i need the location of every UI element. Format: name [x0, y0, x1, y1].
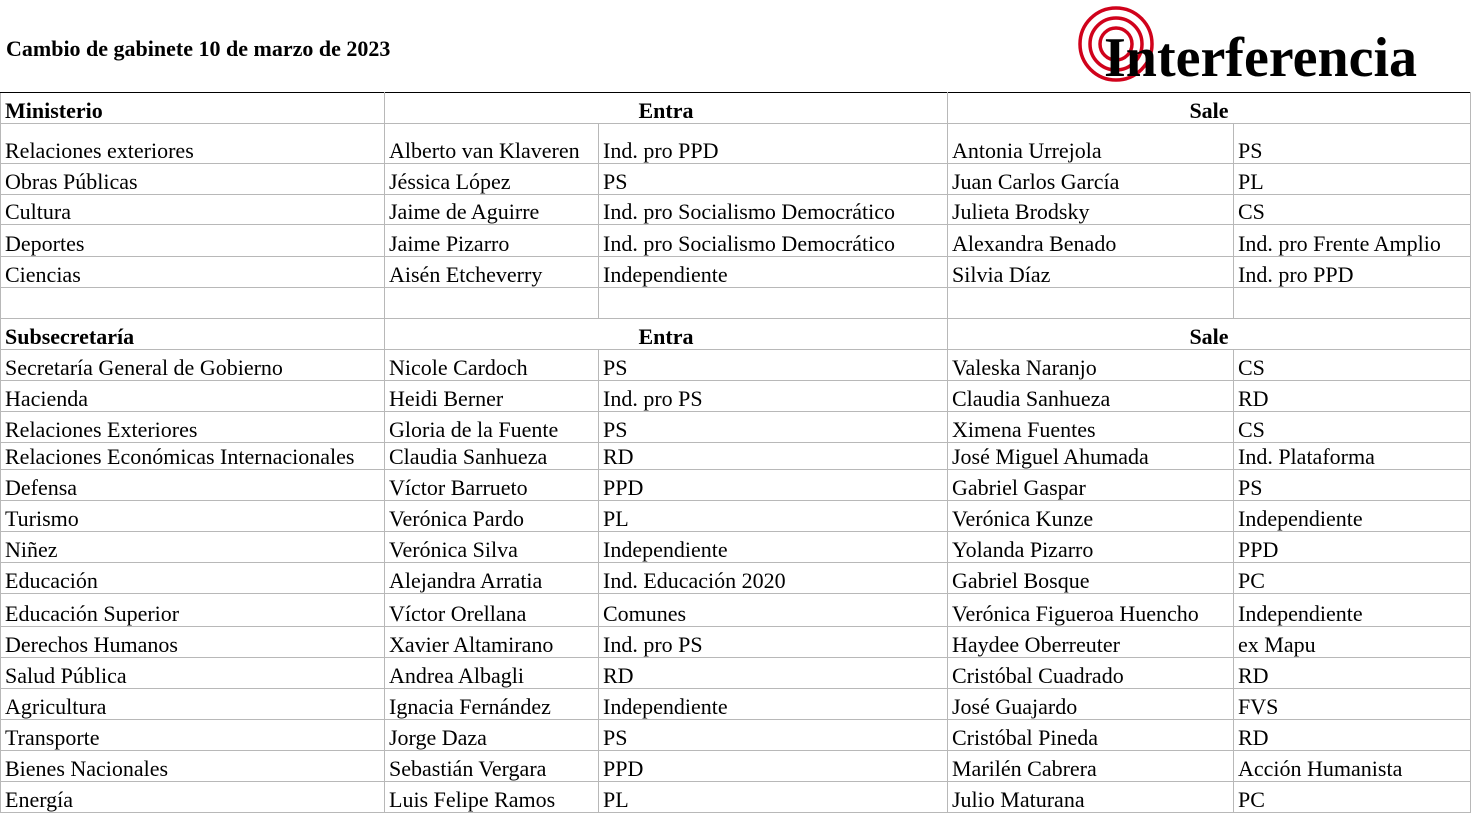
entra-nombre-cell: Verónica Pardo: [385, 501, 599, 532]
entra-header: Entra: [385, 93, 948, 124]
entra-partido-cell: PS: [599, 412, 948, 443]
sale-partido-cell: CS: [1234, 350, 1471, 381]
area-cell: Derechos Humanos: [1, 627, 385, 658]
area-cell: Relaciones Exteriores: [1, 412, 385, 443]
area-cell: Relaciones Económicas Internacionales: [1, 443, 385, 470]
table-row: [1, 532, 1471, 563]
cabinet-table: [0, 92, 1471, 813]
sale-nombre-cell: Cristóbal Cuadrado: [948, 658, 1234, 689]
sale-nombre-cell: Silvia Díaz: [948, 257, 1234, 288]
entra-nombre-cell: Nicole Cardoch: [385, 350, 599, 381]
entra-nombre-cell: Andrea Albagli: [385, 658, 599, 689]
sale-partido-cell: Independiente: [1234, 501, 1471, 532]
area-cell: Agricultura: [1, 689, 385, 720]
table-row: [1, 689, 1471, 720]
interferencia-logo: [1076, 4, 1436, 90]
sale-nombre-cell: Verónica Kunze: [948, 501, 1234, 532]
entra-nombre-cell: Gloria de la Fuente: [385, 412, 599, 443]
subsecretaria-header-row: [1, 319, 1471, 350]
entra-partido-cell: PL: [599, 782, 948, 813]
area-cell: Educación Superior: [1, 594, 385, 627]
sale-nombre-cell: Yolanda Pizarro: [948, 532, 1234, 563]
entra-nombre-cell: Verónica Silva: [385, 532, 599, 563]
area-cell: Deportes: [1, 225, 385, 257]
sale-partido-cell: RD: [1234, 381, 1471, 412]
entra-partido-cell: Ind. pro Socialismo Democrático: [599, 225, 948, 257]
entra-partido-cell: Independiente: [599, 689, 948, 720]
table-row: [1, 594, 1471, 627]
entra-nombre-cell: Xavier Altamirano: [385, 627, 599, 658]
entra-partido-cell: PS: [599, 350, 948, 381]
entra-partido-cell: RD: [599, 443, 948, 470]
entra-partido-cell: PPD: [599, 470, 948, 501]
sale-partido-cell: Ind. pro Frente Amplio: [1234, 225, 1471, 257]
sale-header: Sale: [948, 319, 1471, 350]
sale-partido-cell: PC: [1234, 782, 1471, 813]
entra-partido-cell: Ind. pro PPD: [599, 124, 948, 164]
sale-nombre-cell: Antonia Urrejola: [948, 124, 1234, 164]
table-row: [1, 658, 1471, 689]
entra-nombre-cell: Sebastián Vergara: [385, 751, 599, 782]
table-row: [1, 164, 1471, 195]
entra-nombre-cell: Jaime Pizarro: [385, 225, 599, 257]
entra-nombre-cell: Alberto van Klaveren: [385, 124, 599, 164]
entra-nombre-cell: Jéssica López: [385, 164, 599, 195]
area-cell: Niñez: [1, 532, 385, 563]
sale-nombre-cell: Juan Carlos García: [948, 164, 1234, 195]
table-row: [1, 501, 1471, 532]
sale-partido-cell: CS: [1234, 195, 1471, 225]
logo-wordmark: Interferencia: [1104, 27, 1418, 89]
entra-partido-cell: PL: [599, 501, 948, 532]
entra-nombre-cell: Víctor Orellana: [385, 594, 599, 627]
area-cell: Transporte: [1, 720, 385, 751]
table-row: [1, 782, 1471, 813]
entra-header: Entra: [385, 319, 948, 350]
ministerio-header: Ministerio: [1, 93, 385, 124]
sale-nombre-cell: Cristóbal Pineda: [948, 720, 1234, 751]
sale-nombre-cell: Ximena Fuentes: [948, 412, 1234, 443]
empty-cell: [948, 288, 1234, 319]
sale-nombre-cell: Gabriel Bosque: [948, 563, 1234, 594]
sale-partido-cell: PS: [1234, 470, 1471, 501]
page-title: Cambio de gabinete 10 de marzo de 2023: [6, 36, 391, 61]
sale-partido-cell: RD: [1234, 720, 1471, 751]
sale-nombre-cell: Gabriel Gaspar: [948, 470, 1234, 501]
sale-partido-cell: PS: [1234, 124, 1471, 164]
entra-nombre-cell: Heidi Berner: [385, 381, 599, 412]
area-cell: Salud Pública: [1, 658, 385, 689]
empty-cell: [599, 288, 948, 319]
table-row: [1, 751, 1471, 782]
entra-partido-cell: RD: [599, 658, 948, 689]
table-row: [1, 381, 1471, 412]
area-cell: Relaciones exteriores: [1, 124, 385, 164]
table-row: [1, 195, 1471, 225]
sale-nombre-cell: Haydee Oberreuter: [948, 627, 1234, 658]
spacer-row: [1, 288, 1471, 319]
table-row: [1, 443, 1471, 470]
entra-nombre-cell: Jaime de Aguirre: [385, 195, 599, 225]
entra-nombre-cell: Ignacia Fernández: [385, 689, 599, 720]
area-cell: Educación: [1, 563, 385, 594]
entra-nombre-cell: Claudia Sanhueza: [385, 443, 599, 470]
entra-partido-cell: Comunes: [599, 594, 948, 627]
empty-cell: [1234, 288, 1471, 319]
sale-partido-cell: ex Mapu: [1234, 627, 1471, 658]
entra-partido-cell: Ind. pro Socialismo Democrático: [599, 195, 948, 225]
area-cell: Ciencias: [1, 257, 385, 288]
entra-nombre-cell: Víctor Barrueto: [385, 470, 599, 501]
sale-nombre-cell: Alexandra Benado: [948, 225, 1234, 257]
area-cell: Obras Públicas: [1, 164, 385, 195]
sale-partido-cell: Acción Humanista: [1234, 751, 1471, 782]
entra-partido-cell: PS: [599, 720, 948, 751]
entra-partido-cell: PS: [599, 164, 948, 195]
table-row: [1, 563, 1471, 594]
entra-nombre-cell: Alejandra Arratia: [385, 563, 599, 594]
entra-partido-cell: Independiente: [599, 257, 948, 288]
table-row: [1, 412, 1471, 443]
entra-nombre-cell: Jorge Daza: [385, 720, 599, 751]
table-row: [1, 257, 1471, 288]
empty-cell: [1, 288, 385, 319]
sale-partido-cell: PC: [1234, 563, 1471, 594]
table-row: [1, 225, 1471, 257]
sale-nombre-cell: Julio Maturana: [948, 782, 1234, 813]
ministerio-header-row: [1, 93, 1471, 124]
entra-partido-cell: Ind. pro PS: [599, 627, 948, 658]
area-cell: Cultura: [1, 195, 385, 225]
table-row: [1, 627, 1471, 658]
empty-cell: [385, 288, 599, 319]
sale-partido-cell: Ind. pro PPD: [1234, 257, 1471, 288]
entra-nombre-cell: Aisén Etcheverry: [385, 257, 599, 288]
table-row: [1, 720, 1471, 751]
entra-partido-cell: Ind. Educación 2020: [599, 563, 948, 594]
entra-partido-cell: PPD: [599, 751, 948, 782]
entra-nombre-cell: Luis Felipe Ramos: [385, 782, 599, 813]
area-cell: Turismo: [1, 501, 385, 532]
sale-partido-cell: PPD: [1234, 532, 1471, 563]
sale-partido-cell: RD: [1234, 658, 1471, 689]
entra-partido-cell: Independiente: [599, 532, 948, 563]
subsecretaria-header: Subsecretaría: [1, 319, 385, 350]
sale-partido-cell: Ind. Plataforma: [1234, 443, 1471, 470]
sale-nombre-cell: Marilén Cabrera: [948, 751, 1234, 782]
area-cell: Bienes Nacionales: [1, 751, 385, 782]
sale-partido-cell: CS: [1234, 412, 1471, 443]
table-row: [1, 350, 1471, 381]
area-cell: Energía: [1, 782, 385, 813]
entra-partido-cell: Ind. pro PS: [599, 381, 948, 412]
area-cell: Defensa: [1, 470, 385, 501]
sale-nombre-cell: José Guajardo: [948, 689, 1234, 720]
table-row: [1, 470, 1471, 501]
area-cell: Secretaría General de Gobierno: [1, 350, 385, 381]
area-cell: Hacienda: [1, 381, 385, 412]
sale-nombre-cell: Verónica Figueroa Huencho: [948, 594, 1234, 627]
sale-nombre-cell: Julieta Brodsky: [948, 195, 1234, 225]
sale-partido-cell: FVS: [1234, 689, 1471, 720]
sale-nombre-cell: Claudia Sanhueza: [948, 381, 1234, 412]
table-row: [1, 124, 1471, 164]
sale-header: Sale: [948, 93, 1471, 124]
sale-nombre-cell: José Miguel Ahumada: [948, 443, 1234, 470]
sale-partido-cell: Independiente: [1234, 594, 1471, 627]
sale-nombre-cell: Valeska Naranjo: [948, 350, 1234, 381]
sale-partido-cell: PL: [1234, 164, 1471, 195]
